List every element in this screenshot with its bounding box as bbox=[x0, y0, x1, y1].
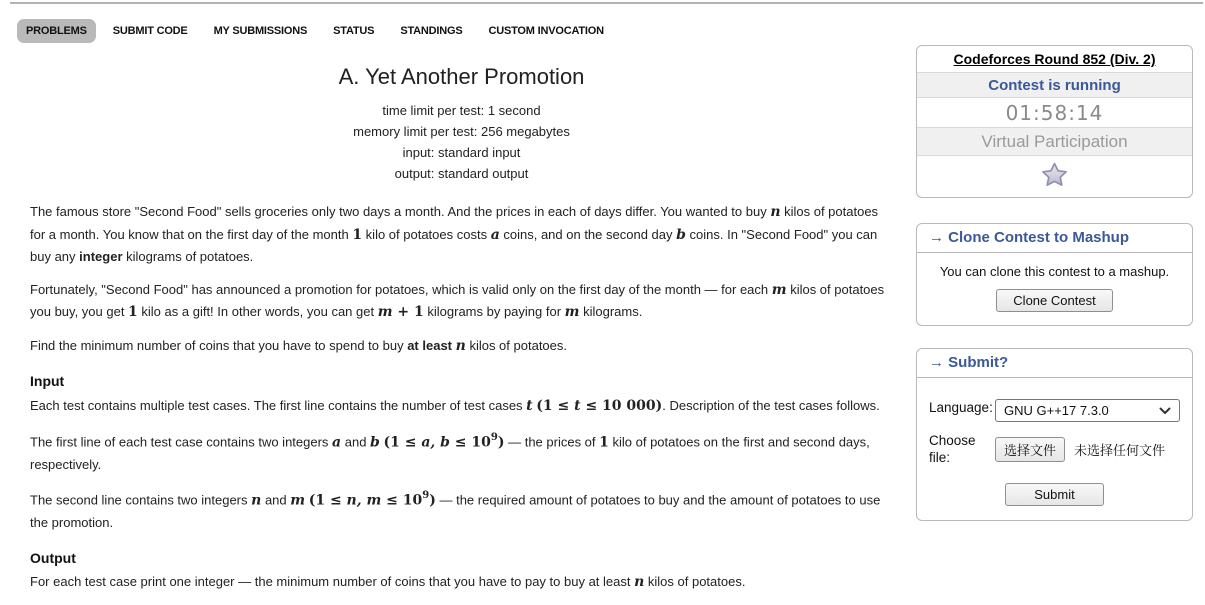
memory-limit: memory limit per test: 256 megabytes bbox=[353, 124, 570, 139]
output-spec: output: standard output bbox=[394, 166, 529, 181]
clone-box-body bbox=[917, 253, 1192, 325]
time-limit: time limit per test: 1 second bbox=[382, 103, 541, 118]
tab-problems[interactable]: PROBLEMS bbox=[17, 19, 96, 43]
statement-paragraph: Each test contains multiple test cases. The first line contains the number of test cases t (1 ≤ t ≤ 10 000). Description of the test cases follows. bbox=[30, 397, 880, 414]
contest-title-row bbox=[917, 46, 1192, 72]
submit-form bbox=[917, 378, 1192, 520]
file-input bbox=[995, 432, 1165, 466]
statement-paragraph: The second line contains two integers n and m (1 ≤ n, $m \le 10^9$) — the required amount of potatoes to buy and the amount of potatoes to use the promotion. bbox=[30, 490, 881, 531]
clone-contest-button[interactable]: Clone Contest bbox=[996, 289, 1112, 312]
legend-paragraphs bbox=[30, 201, 893, 357]
submit-button[interactable]: Submit bbox=[1005, 483, 1103, 506]
problem-statement bbox=[30, 201, 893, 594]
tab-standings[interactable]: STANDINGS bbox=[400, 25, 463, 37]
problem-limits bbox=[30, 100, 893, 184]
output-heading: Output bbox=[30, 549, 76, 566]
language-select[interactable] bbox=[995, 399, 1180, 422]
output-paragraphs bbox=[30, 571, 893, 594]
contest-status: Contest is running bbox=[917, 72, 1192, 97]
clone-box-text: You can clone this contest to a mashup. bbox=[939, 264, 1170, 279]
clone-contest-box bbox=[916, 223, 1193, 326]
tab-custom-invocation[interactable]: CUSTOM INVOCATION bbox=[488, 25, 604, 37]
contest-title-link[interactable]: Codeforces Round 852 (Div. 2) bbox=[953, 51, 1156, 67]
participation-mode: Virtual Participation bbox=[917, 127, 1192, 155]
file-status-text: 未选择任何文件 bbox=[1074, 442, 1166, 458]
problem-panel bbox=[30, 64, 893, 605]
top-divider bbox=[10, 2, 1203, 4]
tab-submit-code[interactable]: SUBMIT CODE bbox=[112, 25, 188, 37]
contest-info-box bbox=[916, 45, 1193, 198]
statement-paragraph: Fortunately, "Second Food" has announced a promotion for potatoes, which is valid only on the first day of the month — for each m kilos of potatoes you buy, you get 1 kilo as a gift! In other words, you can get m + 1 kilograms by paying for m kilograms. bbox=[30, 281, 885, 320]
choose-file-button[interactable]: 选择文件 bbox=[995, 437, 1065, 462]
input-heading: Input bbox=[30, 373, 65, 389]
star-icon[interactable] bbox=[1041, 162, 1068, 192]
statement-paragraph: The famous store "Second Food" sells groceries only two days a month. And the prices in each of days differ. You wanted to buy n kilos of potatoes for a month. You know that on the first day of the month 1 kilo of potatoes costs a coins, and on the second day b coins. In "Second Food" you can buy any integer kilograms of potatoes. bbox=[30, 204, 879, 264]
contest-countdown: 01:58:14 bbox=[917, 97, 1192, 127]
sidebar bbox=[916, 45, 1193, 521]
chevron-down-icon bbox=[1159, 403, 1171, 418]
tab-my-submissions[interactable]: MY SUBMISSIONS bbox=[213, 25, 308, 37]
choose-file-label: Choose file: bbox=[929, 433, 976, 465]
submit-box-heading: → Submit? bbox=[917, 349, 1192, 378]
language-selected-value: GNU G++17 7.3.0 bbox=[1004, 403, 1109, 418]
language-label: Language: bbox=[929, 400, 993, 415]
tab-status[interactable]: STATUS bbox=[333, 25, 375, 37]
statement-paragraph: For each test case print one integer — the minimum number of coins that you have to pay to buy at least n kilos of potatoes. bbox=[30, 574, 746, 591]
statement-paragraph: The first line of each test case contains two integers a and b (1 ≤ a, $b \le 10^9$) — the prices of 1 kilo of potatoes on the first and second days, respectively. bbox=[30, 432, 870, 472]
problem-title: A. Yet Another Promotion bbox=[338, 64, 585, 89]
input-spec: input: standard input bbox=[402, 145, 521, 160]
clone-box-heading: → Clone Contest to Mashup bbox=[917, 224, 1192, 253]
submit-box bbox=[916, 348, 1193, 521]
favorite-star-row[interactable] bbox=[917, 155, 1192, 197]
contest-nav-tabs bbox=[17, 19, 613, 43]
input-paragraphs bbox=[30, 395, 893, 534]
statement-paragraph: Find the minimum number of coins that you have to spend to buy at least n kilos of potatoes. bbox=[30, 337, 567, 354]
